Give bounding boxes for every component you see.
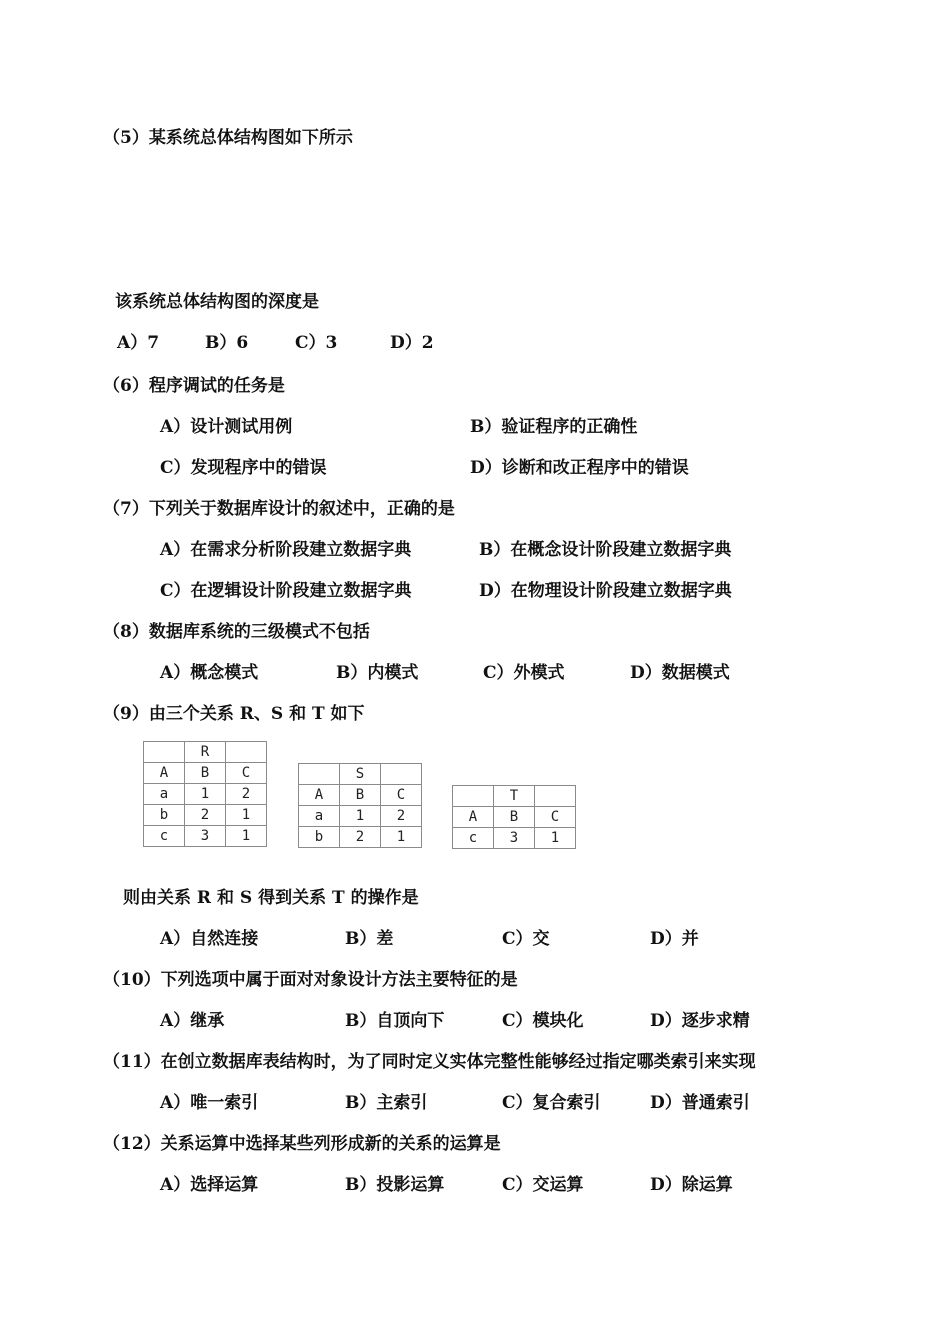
q8-option-b: B）内模式 — [336, 663, 419, 683]
blank-cell — [226, 742, 267, 763]
relation-t-name: T — [494, 786, 535, 807]
table-cell: 1 — [226, 805, 267, 826]
q6-option-c: C）发现程序中的错误 — [160, 458, 327, 478]
q11-option-c: C）复合索引 — [502, 1093, 601, 1113]
header-cell: C — [381, 785, 422, 806]
header-cell: A — [144, 763, 185, 784]
q7-stem: （7）下列关于数据库设计的叙述中，正确的是 — [103, 499, 455, 519]
relation-t-table — [452, 785, 576, 849]
table-cell: 2 — [226, 784, 267, 805]
relation-s-table — [298, 763, 422, 848]
q5-stem: （5）某系统总体结构图如下所示 — [103, 128, 353, 148]
table-cell: 3 — [494, 828, 535, 849]
q9-option-b: B）差 — [345, 929, 394, 949]
table-cell: a — [144, 784, 185, 805]
q5-option-d: D）2 — [390, 333, 434, 353]
table-cell: 2 — [340, 827, 381, 848]
q12-option-b: B）投影运算 — [345, 1175, 445, 1195]
header-cell: A — [453, 807, 494, 828]
q10-option-d: D）逐步求精 — [650, 1011, 750, 1031]
table-cell: 1 — [185, 784, 226, 805]
q12-option-a: A）选择运算 — [160, 1175, 259, 1195]
table-cell: c — [453, 828, 494, 849]
table-cell: b — [299, 827, 340, 848]
table-cell: 2 — [381, 806, 422, 827]
q7-option-c: C）在逻辑设计阶段建立数据字典 — [160, 581, 412, 601]
table-cell: 1 — [226, 826, 267, 847]
table-cell: 1 — [340, 806, 381, 827]
q8-option-d: D）数据模式 — [630, 663, 730, 683]
table-cell: b — [144, 805, 185, 826]
header-cell: B — [340, 785, 381, 806]
q6-option-a: A）设计测试用例 — [160, 417, 293, 437]
table-cell: a — [299, 806, 340, 827]
relation-r-name-row — [144, 742, 267, 763]
q7-option-d: D）在物理设计阶段建立数据字典 — [479, 581, 732, 601]
q10-option-a: A）继承 — [160, 1011, 225, 1031]
q8-option-c: C）外模式 — [483, 663, 565, 683]
q12-stem: （12）关系运算中选择某些列形成新的关系的运算是 — [103, 1134, 501, 1154]
q9-option-a: A）自然连接 — [160, 929, 259, 949]
q6-option-d: D）诊断和改正程序中的错误 — [470, 458, 689, 478]
table-row — [144, 784, 267, 805]
relation-s-header-row — [299, 785, 422, 806]
q6-stem: （6）程序调试的任务是 — [103, 376, 285, 396]
relation-s-name: S — [340, 764, 381, 785]
table-cell: 2 — [185, 805, 226, 826]
q12-option-c: C）交运算 — [502, 1175, 584, 1195]
q5-sub: 该系统总体结构图的深度是 — [115, 292, 319, 312]
blank-cell — [299, 764, 340, 785]
q11-stem: （11）在创立数据库表结构时，为了同时定义实体完整性能够经过指定哪类索引来实现 — [103, 1052, 756, 1072]
blank-cell — [381, 764, 422, 785]
q5-option-a: A）7 — [117, 333, 160, 353]
q9-stem: （9）由三个关系 R、S 和 T 如下 — [103, 704, 365, 724]
table-cell: 1 — [381, 827, 422, 848]
relation-s-name-row — [299, 764, 422, 785]
relation-r-name: R — [185, 742, 226, 763]
header-cell: C — [535, 807, 576, 828]
relation-r-header-row — [144, 763, 267, 784]
q9-sub: 则由关系 R 和 S 得到关系 T 的操作是 — [123, 888, 419, 908]
blank-cell — [535, 786, 576, 807]
header-cell: B — [494, 807, 535, 828]
q10-option-c: C）模块化 — [502, 1011, 584, 1031]
q10-stem: （10）下列选项中属于面对对象设计方法主要特征的是 — [103, 970, 518, 990]
table-row — [453, 828, 576, 849]
q10-option-b: B）自顶向下 — [345, 1011, 445, 1031]
table-cell: c — [144, 826, 185, 847]
q7-option-a: A）在需求分析阶段建立数据字典 — [160, 540, 412, 560]
q6-option-b: B）验证程序的正确性 — [470, 417, 638, 437]
table-cell: 1 — [535, 828, 576, 849]
q11-option-b: B）主索引 — [345, 1093, 428, 1113]
q11-option-a: A）唯一索引 — [160, 1093, 259, 1113]
table-row — [299, 806, 422, 827]
q7-option-b: B）在概念设计阶段建立数据字典 — [479, 540, 732, 560]
relation-t-header-row — [453, 807, 576, 828]
table-row — [299, 827, 422, 848]
header-cell: A — [299, 785, 340, 806]
blank-cell — [453, 786, 494, 807]
q5-option-c: C）3 — [295, 333, 338, 353]
table-row — [144, 826, 267, 847]
table-row — [144, 805, 267, 826]
table-cell: 3 — [185, 826, 226, 847]
q8-option-a: A）概念模式 — [160, 663, 259, 683]
relation-r-table — [143, 741, 267, 847]
header-cell: C — [226, 763, 267, 784]
relation-t-name-row — [453, 786, 576, 807]
q5-option-b: B）6 — [205, 333, 249, 353]
q8-stem: （8）数据库系统的三级模式不包括 — [103, 622, 370, 642]
q9-option-c: C）交 — [502, 929, 550, 949]
q12-option-d: D）除运算 — [650, 1175, 733, 1195]
header-cell: B — [185, 763, 226, 784]
blank-cell — [144, 742, 185, 763]
q11-option-d: D）普通索引 — [650, 1093, 750, 1113]
q9-option-d: D）并 — [650, 929, 699, 949]
